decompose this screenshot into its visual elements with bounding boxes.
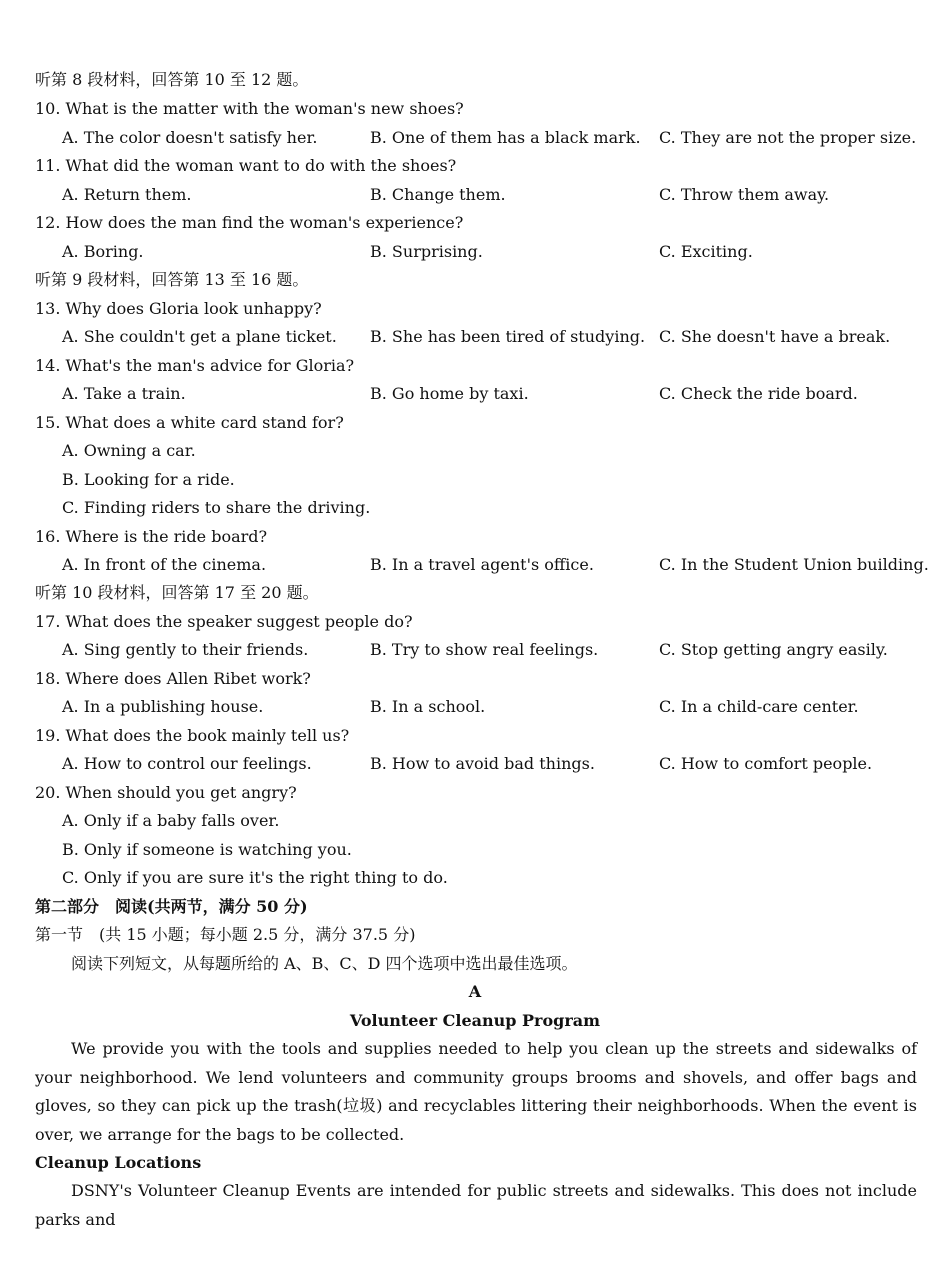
option-11-b[interactable]: B. Change them. [370,185,506,204]
option-17-b[interactable]: B. Try to show real feelings. [370,640,599,659]
passage-letter: A [468,982,482,1001]
question-18: 18. Where does Allen Ribet work? [35,669,311,688]
option-16-b[interactable]: B. In a travel agent's office. [370,555,594,574]
question-10: 10. What is the matter with the woman's new shoes? [35,99,464,118]
option-13-c[interactable]: C. She doesn't have a break. [659,327,891,346]
option-10-b[interactable]: B. One of them has a black mark. [370,128,641,147]
option-15-a[interactable]: A. Owning a car. [62,441,196,460]
section-header: 听第 8 段材料，回答第 10 至 12 题。 [35,70,309,89]
option-17-c[interactable]: C. Stop getting angry easily. [659,640,888,659]
subheading: Cleanup Locations [35,1153,202,1172]
passage-paragraph: DSNY's Volunteer Cleanup Events are intended for public streets and sidewalks. This does not include parks and [35,1181,917,1229]
option-14-b[interactable]: B. Go home by taxi. [370,384,529,403]
passage-title: Volunteer Cleanup Program [349,1011,601,1030]
question-15: 15. What does a white card stand for? [35,413,344,432]
option-18-a[interactable]: A. In a publishing house. [62,697,264,716]
section-header: 听第 9 段材料，回答第 13 至 16 题。 [35,270,309,289]
option-19-a[interactable]: A. How to control our feelings. [62,754,312,773]
instructions: 阅读下列短文，从每题所给的 A、B、C、D 四个选项中选出最佳选项。 [71,954,578,973]
option-12-b[interactable]: B. Surprising. [370,242,483,261]
question-13: 13. Why does Gloria look unhappy? [35,299,322,318]
option-19-b[interactable]: B. How to avoid bad things. [370,754,595,773]
option-13-b[interactable]: B. She has been tired of studying. [370,327,646,346]
option-10-a[interactable]: A. The color doesn't satisfy her. [62,128,318,147]
option-14-a[interactable]: A. Take a train. [62,384,186,403]
option-19-c[interactable]: C. How to comfort people. [659,754,873,773]
option-16-a[interactable]: A. In front of the cinema. [62,555,267,574]
section-title: 第一节 (共 15 小题；每小题 2.5 分，满分 37.5 分) [35,925,416,944]
passage-paragraph: We provide you with the tools and supplies needed to help you clean up the streets and sidewalks of your neighborhood. We lend volunteers and community groups brooms and shovels, and offer bags and gloves, so they can pick up the trash(垃圾) and recyclables littering their neighborhoods. When the event is over, we arrange for the bags to be collected. [35,1039,917,1144]
option-13-a[interactable]: A. She couldn't get a plane ticket. [62,327,337,346]
option-12-c[interactable]: C. Exciting. [659,242,753,261]
option-11-c[interactable]: C. Throw them away. [659,185,830,204]
option-20-c[interactable]: C. Only if you are sure it's the right thing to do. [62,868,448,887]
option-20-a[interactable]: A. Only if a baby falls over. [62,811,280,830]
part-title: 第二部分 阅读(共两节，满分 50 分) [35,897,308,916]
option-12-a[interactable]: A. Boring. [62,242,144,261]
question-12: 12. How does the man find the woman's experience? [35,213,464,232]
option-15-c[interactable]: C. Finding riders to share the driving. [62,498,371,517]
option-20-b[interactable]: B. Only if someone is watching you. [62,840,352,859]
question-11: 11. What did the woman want to do with the shoes? [35,156,457,175]
option-10-c[interactable]: C. They are not the proper size. [659,128,917,147]
option-11-a[interactable]: A. Return them. [62,185,192,204]
option-18-b[interactable]: B. In a school. [370,697,486,716]
option-17-a[interactable]: A. Sing gently to their friends. [62,640,309,659]
section-header: 听第 10 段材料，回答第 17 至 20 题。 [35,583,319,602]
question-17: 17. What does the speaker suggest people do? [35,612,413,631]
question-20: 20. When should you get angry? [35,783,297,802]
question-16: 16. Where is the ride board? [35,527,268,546]
option-15-b[interactable]: B. Looking for a ride. [62,470,235,489]
option-16-c[interactable]: C. In the Student Union building. [659,555,929,574]
option-14-c[interactable]: C. Check the ride board. [659,384,858,403]
question-19: 19. What does the book mainly tell us? [35,726,350,745]
question-14: 14. What's the man's advice for Gloria? [35,356,355,375]
option-18-c[interactable]: C. In a child-care center. [659,697,859,716]
